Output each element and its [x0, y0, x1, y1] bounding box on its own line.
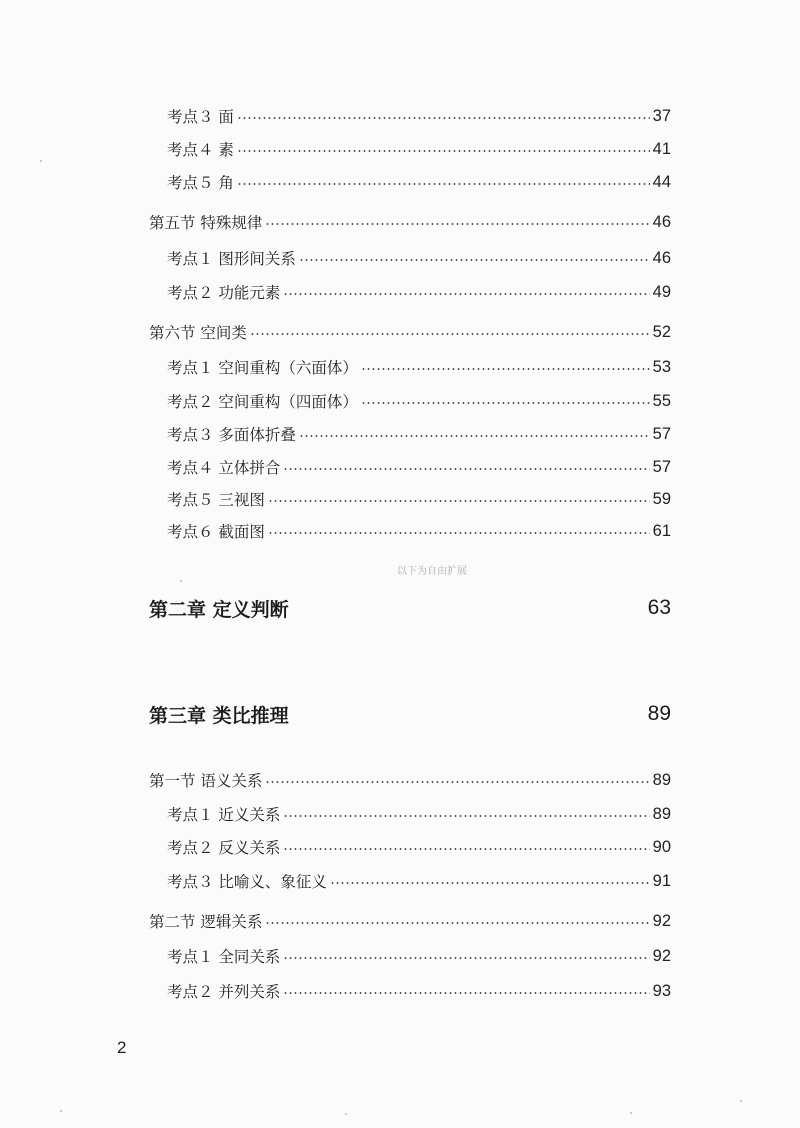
toc-section[interactable]	[149, 210, 671, 234]
toc-entry-label: 考点４ 素	[167, 141, 234, 159]
dot-leader	[237, 117, 650, 119]
toc-entry-label: 考点３ 比喻义、象征义	[167, 873, 327, 891]
toc-entry-page: 61	[652, 521, 671, 540]
toc-section-label: 第一节 语义关系	[149, 772, 263, 790]
toc-entry[interactable]	[167, 979, 671, 1003]
toc-entry-page: 89	[652, 804, 671, 823]
toc-entry-page: 91	[652, 871, 671, 890]
toc-section-page: 89	[652, 770, 671, 789]
toc-entry-page: 53	[652, 357, 671, 376]
toc-entry-label: 考点１ 空间重构（六面体）	[167, 359, 358, 377]
dot-leader	[283, 957, 649, 959]
scan-speck	[40, 160, 42, 162]
toc-section-label: 第六节 空间类	[149, 324, 247, 342]
scan-speck	[180, 580, 182, 582]
dot-leader	[265, 223, 649, 225]
scan-speck	[630, 1112, 632, 1114]
toc-entry[interactable]	[167, 355, 671, 379]
dot-leader	[283, 293, 649, 295]
toc-entry-page: 44	[652, 172, 671, 191]
dot-leader	[268, 532, 650, 534]
toc-entry[interactable]	[167, 802, 671, 826]
dot-leader	[361, 402, 650, 404]
toc-entry-page: 90	[652, 837, 671, 856]
toc-entry-label: 考点２ 反义关系	[167, 839, 281, 857]
toc-entry-label: 考点４ 立体拼合	[167, 459, 281, 477]
dot-leader	[268, 500, 650, 502]
toc-entry-label: 考点２ 并列关系	[167, 983, 281, 1001]
toc-entry-label: 考点３ 面	[167, 108, 234, 126]
toc-entry-label: 考点６ 截面图	[167, 523, 265, 541]
toc-entry[interactable]	[167, 389, 671, 413]
toc-entry[interactable]	[167, 455, 671, 479]
chapter-title: 第三章 类比推理	[149, 704, 289, 727]
toc-entry[interactable]	[167, 104, 671, 128]
dot-leader	[299, 435, 650, 437]
toc-entry[interactable]	[167, 246, 671, 270]
chapter-heading[interactable]	[149, 698, 671, 730]
scan-speck	[740, 1100, 742, 1102]
toc-entry-page: 92	[652, 946, 671, 965]
toc-entry[interactable]	[167, 487, 671, 511]
dot-leader	[283, 468, 649, 470]
toc-entry[interactable]	[167, 944, 671, 968]
chapter-heading[interactable]	[149, 592, 671, 624]
toc-entry[interactable]	[167, 422, 671, 446]
toc-entry-page: 37	[652, 106, 671, 125]
toc-entry[interactable]	[167, 280, 671, 304]
toc-entry-label: 考点１ 图形间关系	[167, 250, 296, 268]
dot-leader	[283, 848, 649, 850]
toc-entry[interactable]	[167, 835, 671, 859]
toc-section-label: 第五节 特殊规律	[149, 214, 263, 232]
dot-leader	[237, 183, 650, 185]
toc-section-label: 第二节 逻辑关系	[149, 913, 263, 931]
dot-leader	[361, 368, 650, 370]
scan-speck	[60, 1110, 62, 1112]
dot-leader	[250, 333, 650, 335]
handwritten-note: 以下为自由扩展	[397, 566, 467, 577]
toc-entry[interactable]	[167, 137, 671, 161]
chapter-page: 63	[647, 596, 671, 619]
toc-entry-label: 考点５ 角	[167, 174, 234, 192]
toc-entry-label: 考点２ 空间重构（四面体）	[167, 393, 358, 411]
toc-section[interactable]	[149, 909, 671, 933]
toc-entry-label: 考点５ 三视图	[167, 491, 265, 509]
toc-section[interactable]	[149, 320, 671, 344]
dot-leader	[283, 815, 649, 817]
toc-entry-page: 93	[652, 981, 671, 1000]
toc-entry-page: 41	[652, 139, 671, 158]
chapter-page: 89	[647, 702, 671, 725]
dot-leader	[283, 992, 649, 994]
dot-leader	[330, 882, 650, 884]
toc-entry-page: 49	[652, 282, 671, 301]
page-number: 2	[117, 1038, 127, 1057]
toc-section-page: 92	[652, 911, 671, 930]
toc-entry[interactable]	[167, 869, 671, 893]
toc-entry[interactable]	[167, 519, 671, 543]
toc-entry[interactable]	[167, 170, 671, 194]
dot-leader	[265, 781, 649, 783]
toc-section-page: 52	[652, 322, 671, 341]
chapter-title: 第二章 定义判断	[149, 598, 289, 621]
toc-entry-page: 57	[652, 457, 671, 476]
toc-entry-label: 考点１ 全同关系	[167, 948, 281, 966]
toc-entry-page: 46	[652, 248, 671, 267]
scan-speck	[345, 1113, 347, 1115]
toc-entry-page: 55	[652, 391, 671, 410]
toc-entry-label: 考点１ 近义关系	[167, 806, 281, 824]
dot-leader	[237, 150, 650, 152]
toc-entry-page: 59	[652, 489, 671, 508]
toc-entry-label: 考点２ 功能元素	[167, 284, 281, 302]
dot-leader	[299, 259, 650, 261]
dot-leader	[265, 922, 649, 924]
toc-section[interactable]	[149, 768, 671, 792]
toc-section-page: 46	[652, 212, 671, 231]
toc-entry-page: 57	[652, 424, 671, 443]
toc-entry-label: 考点３ 多面体折叠	[167, 426, 296, 444]
